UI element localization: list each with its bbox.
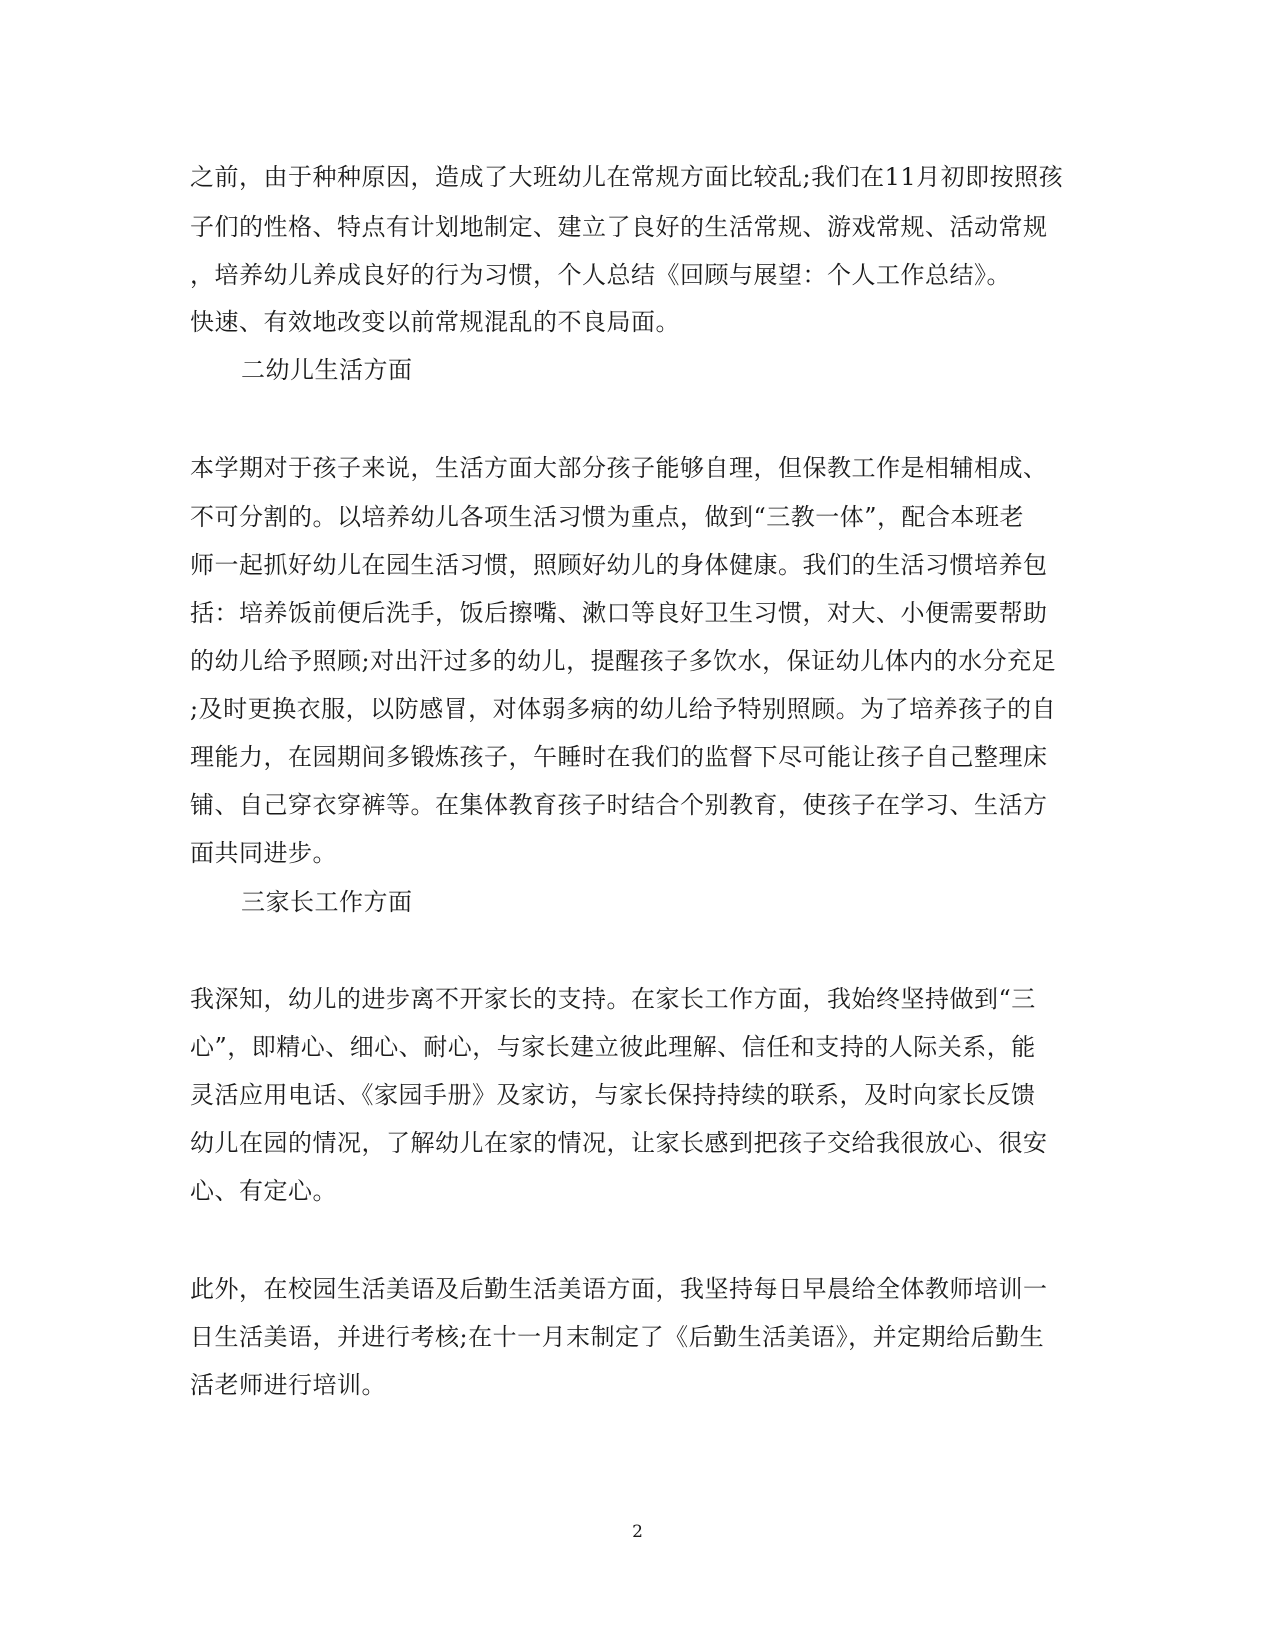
paragraph-2-line-7: 理能力，在园期间多锻炼孩子，午睡时在我们的监督下尽可能让孩子自己整理床 — [190, 743, 1048, 771]
paragraph-1-line-4: 快速、有效地改变以前常规混乱的不良局面。 — [190, 308, 680, 336]
paragraph-4-line-2: 日生活美语，并进行考核;在十一月末制定了《后勤生活美语》，并定期给后勤生 — [190, 1323, 1045, 1351]
paragraph-2-line-1: 本学期对于孩子来说，生活方面大部分孩子能够自理，但保教工作是相辅相成、 — [190, 454, 1048, 482]
section-heading-parent-work: 三家长工作方面 — [241, 888, 413, 916]
paragraph-3-line-4: 幼儿在园的情况，了解幼儿在家的情况，让家长感到把孩子交给我很放心、很安 — [190, 1129, 1048, 1157]
page-number: 2 — [632, 1522, 643, 1542]
paragraph-3-line-1: 我深知，幼儿的进步离不开家长的支持。在家长工作方面，我始终坚持做到“三 — [190, 985, 1036, 1013]
paragraph-2-line-9: 面共同进步。 — [190, 839, 337, 867]
paragraph-3-line-2: 心”，即精心、细心、耐心，与家长建立彼此理解、信任和支持的人际关系，能 — [190, 1033, 1036, 1061]
paragraph-1-line-3: ，培养幼儿养成良好的行为习惯，个人总结《回顾与展望：个人工作总结》。 — [190, 261, 1011, 289]
paragraph-2-line-5: 的幼儿给予照顾;对出汗过多的幼儿，提醒孩子多饮水，保证幼儿体内的水分充足 — [190, 647, 1057, 675]
paragraph-2-line-3: 师一起抓好幼儿在园生活习惯，照顾好幼儿的身体健康。我们的生活习惯培养包 — [190, 551, 1048, 579]
paragraph-3-line-5: 心、有定心。 — [190, 1177, 337, 1205]
section-heading-child-life: 二幼儿生活方面 — [241, 356, 413, 384]
paragraph-3-line-3: 灵活应用电话、《家园手册》及家访，与家长保持持续的联系，及时向家长反馈 — [190, 1081, 1036, 1109]
paragraph-2-line-2: 不可分割的。以培养幼儿各项生活习惯为重点，做到“三教一体”，配合本班老 — [190, 503, 1025, 531]
paragraph-4-line-1: 此外，在校园生活美语及后勤生活美语方面，我坚持每日早晨给全体教师培训一 — [190, 1275, 1048, 1303]
paragraph-2-line-8: 铺、自己穿衣穿裤等。在集体教育孩子时结合个别教育，使孩子在学习、生活方 — [190, 791, 1048, 819]
paragraph-1-line-2: 子们的性格、特点有计划地制定、建立了良好的生活常规、游戏常规、活动常规 — [190, 213, 1048, 241]
paragraph-2-line-4: 括：培养饭前便后洗手，饭后擦嘴、漱口等良好卫生习惯，对大、小便需要帮助 — [190, 599, 1048, 627]
paragraph-1-line-1: 之前，由于种种原因，造成了大班幼儿在常规方面比较乱;我们在11月初即按照孩 — [190, 163, 1064, 191]
paragraph-4-line-3: 活老师进行培训。 — [190, 1371, 386, 1399]
paragraph-2-line-6: ;及时更换衣服，以防感冒，对体弱多病的幼儿给予特别照顾。为了培养孩子的自 — [190, 695, 1057, 723]
